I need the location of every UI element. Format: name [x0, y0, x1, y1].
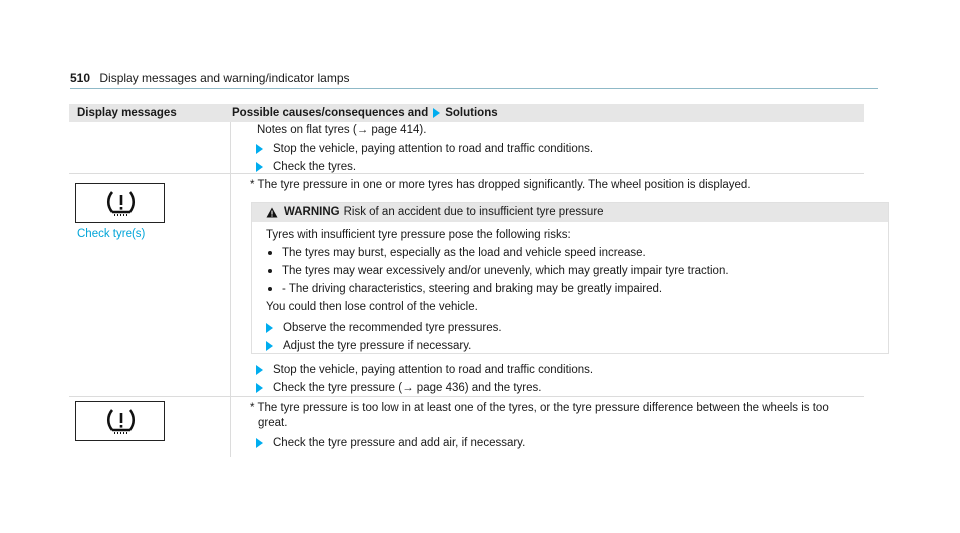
arrow-right-icon — [256, 365, 263, 375]
arrow-right-icon — [256, 144, 263, 154]
cause-pressure-low-cont: great. — [258, 417, 288, 429]
table-row — [69, 174, 864, 397]
warning-box — [251, 202, 889, 354]
arrow-right-icon — [266, 323, 273, 333]
tpms-display — [75, 183, 165, 223]
step-check-tyre-pressure: Check the tyre pressure (→ page 436) and the tyres. — [256, 379, 541, 397]
warning-triangle-icon — [266, 207, 278, 218]
step-check-add-air: Check the tyre pressure and add air, if necessary. — [256, 434, 525, 452]
cause-pressure-low: * The tyre pressure is too low in at least one of the tyres, or the tyre pressure difference between the wheels is too — [250, 402, 829, 414]
cause-pressure-dropped: * The tyre pressure in one or more tyres has dropped significantly. The wheel position is displayed. — [250, 179, 751, 191]
col-solutions-label: Solutions — [445, 107, 498, 119]
col-causes-solutions — [224, 107, 498, 119]
col-causes-label: Possible causes/consequences and — [232, 107, 429, 119]
step-adjust-pressure: Adjust the tyre pressure if necessary. — [266, 337, 471, 355]
consequence-text: You could then lose control of the vehicle. — [266, 301, 478, 313]
table-header — [69, 104, 864, 122]
risks-intro: Tyres with insufficient tyre pressure pose the following risks: — [266, 229, 571, 241]
step-observe-pressures: Observe the recommended tyre pressures. — [266, 319, 502, 337]
messages-table — [69, 104, 864, 457]
arrow-right-icon — [256, 383, 263, 393]
warning-title: WARNING — [284, 206, 340, 218]
arrow-right-icon — [256, 162, 263, 172]
page-header — [70, 71, 350, 85]
step-stop-vehicle: Stop the vehicle, paying attention to road and traffic conditions. — [256, 361, 593, 379]
col-display-messages: Display messages — [77, 107, 177, 119]
table-row — [69, 122, 864, 174]
note-flat-tyres: Notes on flat tyres (→ page 414). — [257, 124, 427, 136]
arrow-right-icon — [266, 341, 273, 351]
step-check-tyres: Check the tyres. — [256, 158, 356, 176]
page-number: 510 — [70, 71, 91, 85]
arrow-right-icon — [256, 438, 263, 448]
page-title: Display messages and warning/indicator lamps — [99, 71, 350, 85]
warning-header — [252, 203, 888, 222]
step-stop-vehicle: Stop the vehicle, paying attention to road and traffic conditions. — [256, 140, 593, 158]
list-item: The tyres may burst, especially as the load and vehicle speed increase. — [266, 244, 646, 262]
arrow-right-icon — [433, 108, 440, 118]
tpms-warning-icon — [105, 188, 137, 218]
check-tyres-label: Check tyre(s) — [77, 228, 146, 240]
warning-text: Risk of an accident due to insufficient tyre pressure — [343, 206, 604, 218]
tpms-display — [75, 401, 165, 441]
list-item: The tyres may wear excessively and/or unevenly, which may greatly impair tyre traction. — [266, 262, 729, 280]
table-row — [69, 397, 864, 457]
tpms-warning-icon — [105, 406, 137, 436]
list-item: - The driving characteristics, steering and braking may be greatly impaired. — [266, 280, 662, 298]
header-divider — [70, 88, 878, 89]
